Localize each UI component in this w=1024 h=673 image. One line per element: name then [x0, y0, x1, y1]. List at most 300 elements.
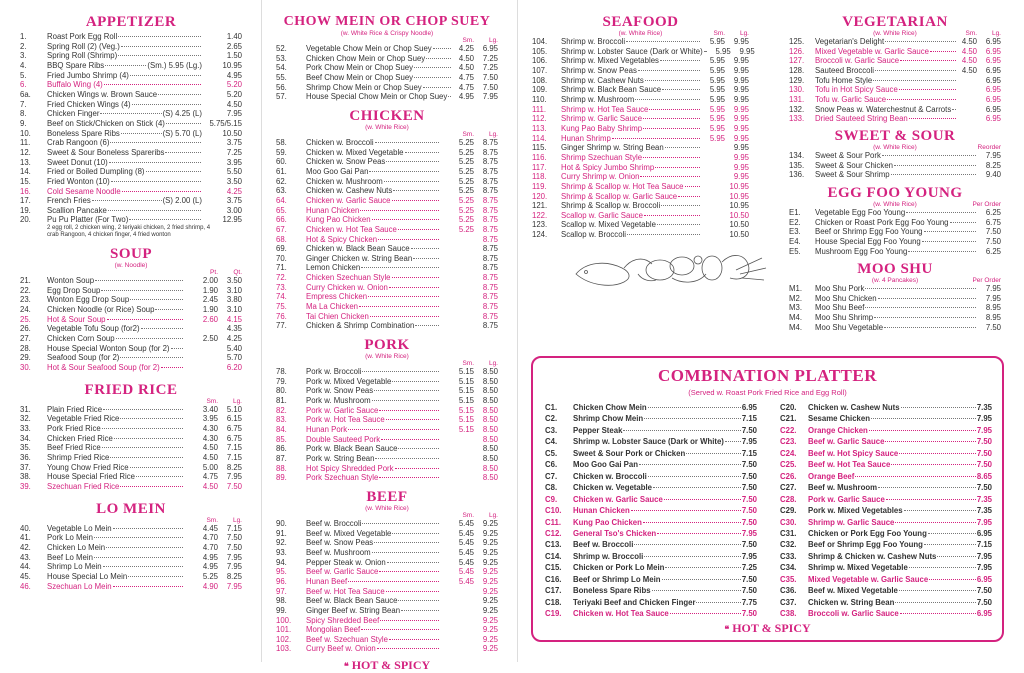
menu-item-price: 10.50 [729, 220, 749, 230]
menu-item-name: Hot & Spicy Jumbo Shrimp [561, 162, 655, 172]
combination-item-number: C22. [780, 425, 797, 435]
menu-item-number: 101. [276, 625, 292, 635]
menu-item-price: 8.75 [482, 321, 498, 331]
combination-item-row [780, 574, 992, 585]
menu-item-price-small: 4.95 [202, 552, 218, 562]
dot-leader [660, 60, 700, 61]
menu-item-number: 37. [20, 462, 31, 472]
menu-item-price: 2.65 [226, 41, 242, 51]
menu-item-price-small: 5.15 [458, 415, 474, 425]
menu-item-number: 17. [20, 196, 31, 206]
combination-item-row [545, 436, 757, 447]
combination-item-number: C13. [545, 540, 562, 550]
menu-item-name: Hot & Sour Seafood Soup (for 2) [47, 363, 160, 373]
menu-item-name: Beef or Shrimp Egg Foo Young [815, 227, 923, 237]
combination-item-name: Chicken or Pork Lo Mein [573, 563, 665, 573]
menu-item-name: Beef Chow Mein or Chop Suey [306, 72, 414, 82]
menu-item-price-small: 5.45 [458, 538, 474, 548]
beef-col-small: Sm. [462, 511, 474, 519]
menu-item-price-small: 4.75 [458, 82, 474, 92]
menu-item-name: Vegetable Fried Rice [47, 414, 120, 424]
menu-item-name: Shrimp Fried Rice [47, 452, 110, 462]
menu-item-row [532, 172, 749, 182]
menu-item-row [789, 47, 1001, 57]
dot-leader [871, 418, 976, 419]
combination-item-name: Moo Goo Gai Pan [573, 460, 638, 470]
dot-leader [92, 200, 162, 201]
dot-leader [869, 430, 976, 431]
menu-item-price: 8.25 [226, 462, 242, 472]
dot-leader [348, 429, 439, 430]
menu-item-row [276, 567, 498, 577]
combination-item-name: Beef or Shrimp Egg Foo Young [808, 540, 923, 550]
dot-leader [395, 468, 439, 469]
menu-item-row [532, 211, 749, 221]
combination-item-row [780, 551, 992, 562]
menu-item-price-small: 5.95 [709, 94, 725, 104]
dot-leader [361, 629, 439, 630]
menu-item-price: 7.95 [985, 150, 1001, 160]
menu-item-price-small: 5.45 [458, 567, 474, 577]
chow-mein-col-large: Lg. [488, 37, 498, 44]
dot-leader [644, 418, 741, 419]
menu-item-name: Pork w. Garlic Sauce [306, 405, 379, 415]
combination-item-price: 8.65 [976, 471, 992, 481]
menu-item-price-small: 4.70 [202, 533, 218, 543]
menu-item-number: 52. [276, 44, 287, 53]
menu-item-row [276, 148, 498, 158]
menu-item-price: 6.25 [985, 246, 1001, 256]
menu-item-price: 9.95 [733, 75, 749, 85]
menu-item-row [789, 237, 1001, 247]
combination-item-number: C31. [780, 528, 797, 538]
pork-column-header [276, 360, 498, 367]
dot-leader [901, 407, 976, 408]
menu-item-row [20, 167, 242, 177]
menu-item-price-small: 5.15 [458, 396, 474, 406]
menu-item-price: 9.25 [482, 586, 498, 596]
menu-item-name: Beef Fried Rice [47, 443, 101, 453]
menu-item-price-small: 5.45 [458, 576, 474, 586]
menu-item-price-small: 4.70 [202, 542, 218, 552]
menu-item-row [20, 276, 242, 286]
menu-item-number: 10. [20, 128, 31, 138]
menu-item-name: Vegetable Egg Foo Young [815, 207, 906, 217]
menu-item-price: 9.25 [482, 596, 498, 606]
combination-item-number: C38. [780, 609, 797, 619]
menu-item-number: 119. [532, 181, 547, 191]
dot-leader [652, 590, 741, 591]
section-title-seafood: SEAFOOD [602, 14, 679, 30]
menu-item-name: Spring Roll (Shrimp) [47, 51, 118, 61]
menu-item-number: 6a. [20, 89, 31, 99]
menu-item-price-small: 5.95 [709, 133, 725, 143]
menu-item-row [20, 42, 242, 52]
menu-item-price-small: 5.45 [458, 547, 474, 557]
menu-item-row [20, 363, 242, 373]
menu-item-price-small: 4.75 [458, 72, 474, 82]
combination-item-number: C14. [545, 551, 562, 561]
dot-leader [387, 562, 439, 563]
dot-leader [132, 104, 201, 105]
menu-item-number: 66. [276, 215, 287, 225]
menu-item-row [20, 90, 242, 100]
menu-item-name: Beef w. Hot Tea Sauce [306, 586, 385, 596]
menu-item-row [20, 324, 242, 334]
dot-leader [94, 537, 183, 538]
menu-item-price: 3.10 [226, 285, 242, 295]
menu-item-price: 9.25 [482, 557, 498, 567]
menu-item-price: 8.50 [482, 415, 498, 425]
menu-item-row [276, 225, 498, 235]
menu-item-number: 106. [532, 56, 548, 66]
fried-rice-col-small: Sm. [206, 397, 218, 405]
combination-item-price: 7.50 [741, 517, 757, 527]
dot-leader [887, 99, 956, 100]
menu-item-price-small: 4.95 [202, 562, 218, 572]
combination-item-name: Sweet & Sour Pork or Chicken [573, 448, 686, 458]
combination-item-row [545, 494, 757, 505]
dot-leader [639, 464, 741, 465]
combination-item-row [780, 585, 992, 596]
fried-rice-list [20, 405, 242, 492]
combination-item-name: Orange Chicken [808, 425, 868, 435]
dot-leader [374, 390, 439, 391]
menu-item-number: 60. [276, 157, 287, 167]
menu-item-number: 13. [20, 157, 31, 167]
menu-item-row [20, 405, 242, 415]
menu-item-price: 6.15 [226, 414, 242, 424]
vegetarian-subtitle: (w. White Rice) [873, 30, 917, 37]
combination-item-price: 7.15 [976, 540, 992, 550]
menu-item-row [276, 302, 498, 312]
menu-item-row [276, 396, 498, 406]
menu-item-price: 10.50 [729, 230, 749, 240]
menu-item-name: Sweet & Sour Pork [815, 150, 881, 160]
menu-item-number: 129. [789, 75, 805, 85]
menu-item-price: 8.50 [482, 376, 498, 386]
menu-item-name: Tofu Home Style [815, 75, 873, 85]
menu-item-row [276, 577, 498, 587]
menu-item-price: 8.75 [482, 234, 498, 244]
combination-item-row [780, 517, 992, 528]
menu-item-price: 9.95 [733, 162, 749, 172]
combination-item-price: 7.50 [741, 460, 757, 470]
dot-leader [924, 231, 977, 232]
combination-item-number: C25. [780, 460, 797, 470]
menu-item-name: Pork Chow Mein or Chop Suey [306, 63, 414, 73]
menu-item-price: 9.95 [733, 152, 749, 162]
menu-item-name: Beef w. Mushroom [306, 547, 371, 557]
combination-right-list [780, 402, 992, 620]
menu-item-price: 6.95 [985, 85, 1001, 95]
dot-leader [120, 418, 183, 419]
menu-item-price: 1.40 [226, 32, 242, 41]
menu-item-number: E1. [789, 207, 801, 217]
menu-item-price: 9.95 [733, 85, 749, 95]
menu-item-number: 26. [20, 324, 31, 334]
menu-item-row [532, 114, 749, 124]
dot-leader [374, 542, 439, 543]
menu-item-number: 2. [20, 41, 27, 51]
menu-item-price-small: (Sm.) 5.95 (Lg.) [147, 60, 202, 70]
menu-item-name: Chicken w. Black Bean Sauce [306, 244, 410, 254]
menu-item-row [20, 334, 242, 344]
combination-item-price: 7.35 [976, 403, 992, 412]
menu-item-price: 9.95 [733, 104, 749, 114]
menu-item-price: 7.95 [226, 472, 242, 482]
dot-leader [950, 222, 977, 223]
seafood-illustration [572, 244, 772, 290]
menu-item-row [276, 425, 498, 435]
menu-item-price: 7.50 [226, 481, 242, 491]
menu-item-price-small: 5.15 [458, 386, 474, 396]
menu-item-name: Ginger Shrimp w. String Bean [561, 143, 664, 153]
beef-col-large: Lg. [488, 511, 498, 519]
menu-item-name: Szechuan Fried Rice [47, 481, 120, 491]
menu-item-price: 8.95 [985, 313, 1001, 323]
combination-item-price: 7.50 [741, 586, 757, 596]
menu-item-number: 29. [20, 353, 31, 363]
menu-item-number: 120. [532, 191, 548, 201]
menu-item-price: 6.95 [985, 94, 1001, 104]
menu-item-row [532, 66, 749, 76]
fish-shape [576, 263, 629, 285]
dot-leader [874, 317, 976, 318]
combination-item-price: 7.50 [976, 437, 992, 447]
combination-item-number: C6. [545, 460, 558, 470]
dot-leader [122, 191, 201, 192]
dot-leader [360, 210, 439, 211]
menu-item-number: 123. [532, 220, 548, 230]
menu-item-price: 1.50 [226, 51, 242, 61]
dot-leader [640, 176, 700, 177]
menu-item-row [789, 114, 1001, 124]
menu-item-number: 74. [276, 292, 287, 302]
dot-leader [899, 590, 976, 591]
menu-item-name: Wonton Soup [47, 276, 95, 286]
dot-leader [411, 248, 439, 249]
section-title-pork: PORK [364, 337, 410, 354]
menu-item-number: 126. [789, 46, 805, 56]
menu-item-price-small: 5.95 [709, 56, 725, 66]
menu-item-price: 9.25 [482, 547, 498, 557]
menu-item-name: Kung Pao Chicken [306, 215, 371, 225]
combination-item-number: C34. [780, 563, 797, 573]
soup-col-quart: Qt. [233, 269, 242, 277]
dot-leader [414, 77, 451, 78]
dot-leader [95, 280, 183, 281]
menu-item-row [276, 415, 498, 425]
menu-item-row [20, 572, 242, 582]
combination-item-name: Chicken w. Cashew Nuts [808, 403, 900, 412]
menu-item-number: 87. [276, 453, 287, 463]
menu-item-number: 44. [20, 562, 31, 572]
menu-item-number: M4. [789, 313, 802, 323]
combination-item-name: Beef w. Mushroom [808, 483, 878, 493]
menu-item-row [20, 119, 242, 129]
menu-item-name: House Special Lo Mein [47, 571, 128, 581]
menu-item-price: 6.95 [482, 44, 498, 53]
menu-item-price: 6.20 [226, 363, 242, 373]
dot-leader [648, 407, 741, 408]
combo-hot-spicy-legend-text: HOT & SPICY [732, 621, 811, 635]
dot-leader [110, 142, 201, 143]
combination-item-price: 7.95 [976, 425, 992, 435]
menu-item-number: 43. [20, 552, 31, 562]
menu-item-number: 131. [789, 94, 805, 104]
pork-col-large: Lg. [488, 360, 498, 368]
dot-leader [120, 357, 183, 358]
column-divider [261, 0, 262, 662]
dot-leader [878, 298, 976, 299]
menu-item-name: Spicy Shredded Beef [306, 615, 380, 625]
menu-item-name: Moo Goo Gai Pan [306, 166, 369, 176]
menu-item-price: 10.50 [222, 128, 242, 138]
menu-item-name: Pork w. Snow Peas [306, 386, 374, 396]
combination-item-row [780, 482, 992, 493]
menu-item-price: 3.75 [226, 196, 242, 206]
menu-item-name: Chicken Fried Rice [47, 433, 113, 443]
beef-list [276, 519, 498, 654]
dot-leader [130, 75, 201, 76]
menu-item-number: 135. [789, 160, 805, 170]
combination-item-price: 7.25 [741, 563, 757, 573]
dot-leader [104, 84, 201, 85]
dot-leader [685, 186, 700, 187]
menu-item-price: 7.50 [985, 236, 1001, 246]
menu-item-price-small: 4.50 [961, 46, 977, 56]
dot-leader [116, 338, 183, 339]
menu-item-number: 73. [276, 282, 287, 292]
menu-item-price: 4.25 [226, 186, 242, 196]
menu-item-row [532, 56, 749, 66]
dot-leader [130, 467, 183, 468]
menu-item-number: 109. [532, 85, 548, 95]
combination-item-row [780, 597, 992, 608]
dot-leader [389, 639, 439, 640]
combination-item-row [780, 402, 992, 413]
menu-item-price: 7.50 [482, 72, 498, 82]
combination-item-number: C37. [780, 597, 797, 607]
menu-item-row [789, 37, 1001, 47]
menu-item-number: 78. [276, 367, 287, 377]
menu-item-row [789, 313, 1001, 323]
menu-item-price: 3.95 [226, 157, 242, 167]
chicken-col-large: Lg. [488, 130, 498, 138]
combination-item-row [545, 402, 757, 413]
egg-foo-young-col-per-order: Per Order [972, 200, 1001, 208]
combination-item-name: Broccoli w. Garlic Sauce [808, 609, 899, 619]
combination-item-number: C18. [545, 597, 562, 607]
combination-item-price: 7.50 [741, 609, 757, 619]
pork-subtitle: (w. White Rice) [365, 353, 409, 361]
dot-leader [644, 215, 700, 216]
menu-item-name: French Fries [47, 196, 91, 206]
menu-item-number: 23. [20, 295, 31, 305]
combination-item-row [780, 562, 992, 573]
dot-leader [623, 430, 740, 431]
dot-leader [361, 267, 439, 268]
dot-leader [359, 306, 439, 307]
menu-item-name: Shrimp Szechuan Style [561, 152, 643, 162]
menu-item-row [276, 464, 498, 474]
combination-item-name: Shrimp w. Garlic Sauce [808, 517, 895, 527]
dot-leader [372, 552, 439, 553]
combination-item-price: 7.35 [976, 506, 992, 516]
menu-item-name: Vegetable Chow Mein or Chop Suey [306, 44, 432, 53]
combination-item-price: 7.95 [976, 563, 992, 573]
combination-item-number: C17. [545, 586, 562, 596]
dot-leader [379, 410, 439, 411]
menu-item-name: Chicken or Roast Pork Egg Foo Young [815, 217, 949, 227]
dot-leader [665, 567, 740, 568]
dot-leader [884, 327, 976, 328]
menu-item-row [532, 76, 749, 86]
menu-item-price: 8.75 [482, 137, 498, 147]
menu-item-row [532, 182, 749, 192]
menu-item-number: 132. [789, 104, 805, 114]
dot-leader [146, 171, 202, 172]
menu-item-name: Roast Pork Egg Roll [47, 32, 118, 41]
menu-item-row [276, 321, 498, 331]
menu-item-price-small: 1.90 [202, 285, 218, 295]
menu-item-price: 7.50 [226, 542, 242, 552]
fried-rice-column-header [20, 398, 242, 405]
dot-leader [643, 522, 741, 523]
dot-leader [386, 419, 439, 420]
menu-item-row [20, 482, 242, 492]
menu-item-row [20, 71, 242, 81]
menu-item-name: Beef on Stick/Chicken on Stick (4) [47, 118, 165, 128]
menu-item-number: 70. [276, 253, 287, 263]
menu-item-number: M4. [789, 322, 802, 332]
combination-item-name: Chicken w. Garlic Sauce [573, 494, 663, 504]
soup-subtitle: (w. Noodle) [114, 262, 148, 270]
dot-leader [166, 123, 201, 124]
menu-item-price: 8.75 [482, 186, 498, 196]
menu-item-name: Egg Drop Soup [47, 285, 101, 295]
menu-item-price-small: 5.45 [458, 528, 474, 538]
combination-item-number: C19. [545, 609, 562, 619]
menu-item-row [276, 377, 498, 387]
menu-item-price: 3.75 [226, 138, 242, 148]
menu-item-number: E2. [789, 217, 801, 227]
menu-item-price: 9.25 [482, 634, 498, 644]
combination-item-row [545, 471, 757, 482]
menu-item-row [276, 312, 498, 322]
dot-leader [638, 70, 700, 71]
menu-item-price-small: 5.95 [709, 123, 725, 133]
menu-item-price: 5.20 [226, 89, 242, 99]
menu-item-price-small: 4.50 [961, 37, 977, 46]
menu-item-name: Pork Fried Rice [47, 424, 101, 433]
pepper-icon: ❝ [724, 624, 730, 634]
menu-item-name: Scallop w. Garlic Sauce [561, 210, 643, 220]
menu-item-row [20, 434, 242, 444]
dot-leader [398, 448, 439, 449]
menu-item-number: 84. [276, 425, 287, 434]
menu-item-number: 16. [20, 186, 31, 196]
menu-item-number: 117. [532, 162, 547, 172]
menu-item-row [276, 635, 498, 645]
menu-item-row [789, 227, 1001, 237]
dot-leader [392, 277, 439, 278]
menu-item-row [20, 543, 242, 553]
dot-leader [662, 579, 741, 580]
menu-item-row [276, 92, 498, 102]
menu-item-name: Beef w. Black Bean Sauce [306, 596, 398, 606]
